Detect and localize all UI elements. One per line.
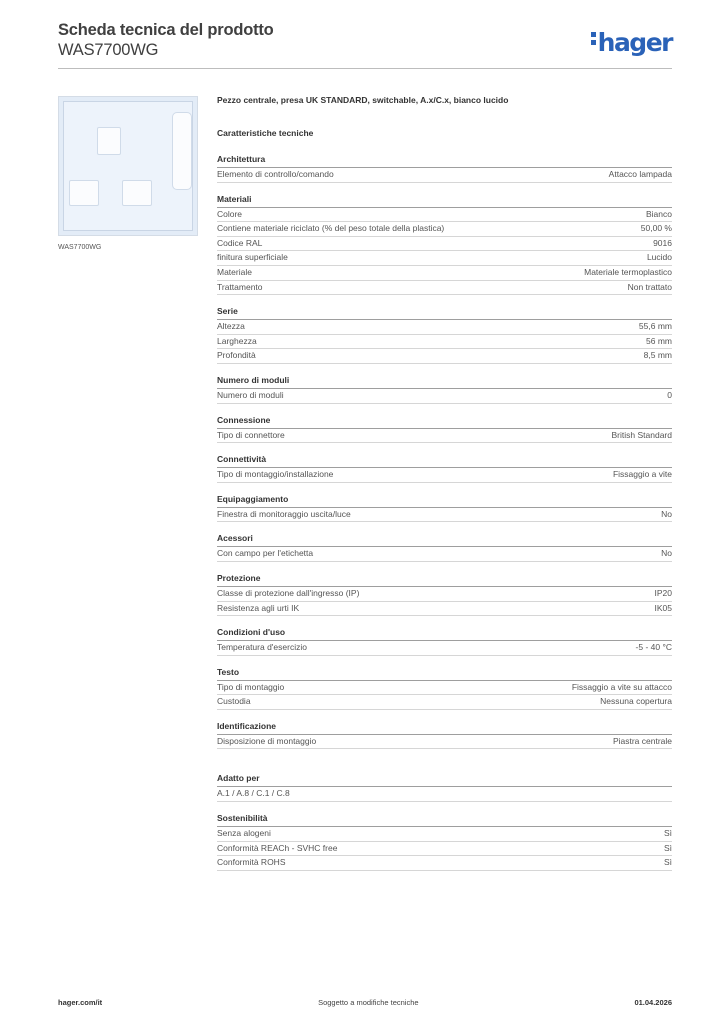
spec-label: Finestra di monitoraggio uscita/luce [217,508,351,519]
spec-label: Colore [217,208,243,219]
spec-value: Nessuna copertura [600,696,672,707]
spec-value: Bianco [646,208,672,219]
product-code: WAS7700WG [58,41,159,59]
spec-value: 55,6 mm [638,321,672,332]
footer-date: 01.04.2026 [634,998,672,1007]
live-pin-slot [69,180,99,206]
spec-row [217,335,672,350]
spec-groups [217,154,672,749]
spec-label: Tipo di montaggio [217,681,285,692]
spec-row [217,468,672,483]
spec-label: Numero di moduli [217,389,284,400]
spec-row [217,827,672,842]
image-caption: WAS7700WG [58,244,102,251]
suitable-title: Adatto per [217,773,672,787]
spec-value: Materiale termoplastico [584,266,672,277]
spec-value: 0 [667,389,672,400]
spec-label: Resistenza agli urti IK [217,602,300,613]
spec-row [217,641,672,656]
footer-note: Soggetto a modifiche tecniche [318,998,419,1007]
group-title: Testo [217,667,672,681]
spec-row [217,602,672,617]
group-title: Connessione [217,415,672,429]
neutral-pin-slot [122,180,152,206]
spec-label: Tipo di montaggio/installazione [217,469,334,480]
spec-value: No [661,508,672,519]
spec-value: IK05 [654,602,672,613]
spec-row [217,320,672,335]
spec-value: Fissaggio a vite [612,469,672,480]
spec-label: Conformità REACh - SVHC free [217,842,338,853]
sustainability-title: Sostenibilità [217,813,672,827]
group-title: Materiali [217,194,672,208]
spec-label: Temperatura d'esercizio [217,642,307,653]
spec-label: Elemento di controllo/comando [217,169,334,179]
group-title: Protezione [217,573,672,587]
spec-row [217,389,672,404]
spec-row [217,168,672,183]
spec-row [217,251,672,266]
product-description: Pezzo centrale, presa UK STANDARD, switchable, A.x/C.x, bianco lucido [217,95,509,105]
logo-text: hager [597,28,672,57]
tech-heading: Caratteristiche tecniche [217,128,314,138]
spec-value: Attacco lampada [608,169,672,179]
spec-value: -5 - 40 °C [635,642,672,653]
spec-value: 50,00 % [640,223,672,234]
spec-label: Classe di protezione dall'ingresso (IP) [217,587,360,598]
spec-value: 9016 [653,237,672,248]
group-title: Condizioni d'uso [217,627,672,641]
document-title: Scheda tecnica del prodotto [58,21,274,39]
page-footer [58,998,672,1007]
spec-value: Sì [663,857,672,868]
group-title: Connettività [217,454,672,468]
socket-plate [63,101,193,231]
footer-site[interactable]: hager.com/it [58,998,103,1007]
spec-row [217,429,672,444]
spec-row [217,208,672,223]
spec-label: Larghezza [217,335,257,346]
group-title: Acessori [217,533,672,547]
spec-value: Piastra centrale [612,735,672,746]
spec-row [217,587,672,602]
spec-row [217,281,672,296]
spec-value: No [661,548,672,559]
spec-label: Con campo per l'etichetta [217,548,314,559]
logo-dots-icon [591,32,596,48]
spec-value: Sì [663,828,672,839]
page-header [58,20,672,69]
spec-label: Codice RAL [217,237,263,248]
spec-label: Contiene materiale riciclato (% del peso totale della plastica) [217,223,445,234]
suitable-value: A.1 / A.8 / C.1 / C.8 [217,788,290,799]
earth-pin-slot [97,127,121,155]
spec-row [217,842,672,857]
spec-value: Lucido [646,252,672,263]
spec-row [217,681,672,696]
spec-label: Disposizione di montaggio [217,735,317,746]
spec-row [217,547,672,562]
spec-row [217,735,672,750]
spec-label: Trattamento [217,281,263,292]
spec-row [217,508,672,523]
hager-logo [591,28,672,57]
spec-value: Fissaggio a vite su attacco [571,681,672,692]
group-title: Identificazione [217,721,672,735]
spec-row [217,266,672,281]
spec-label: Senza alogeni [217,828,271,839]
spec-value: Sì [663,842,672,853]
spec-row [217,695,672,710]
spec-content [217,95,672,871]
spec-value: 8,5 mm [643,350,672,361]
spec-label: Conformità ROHS [217,857,286,868]
spec-label: Altezza [217,321,245,332]
sustainability-rows [217,827,672,871]
spec-value: 56 mm [646,335,672,346]
spec-row [217,787,672,802]
group-title: Architettura [217,154,672,168]
spec-label: Profondità [217,350,256,361]
spec-row [217,856,672,871]
spec-label: finitura superficiale [217,252,288,263]
group-title: Numero di moduli [217,375,672,389]
spec-label: Custodia [217,696,251,707]
spec-value: IP20 [654,587,672,598]
spec-value: Non trattato [627,281,672,292]
switch-rocker [172,112,192,190]
group-title: Serie [217,306,672,320]
product-image [58,96,198,236]
spec-row [217,349,672,364]
group-title: Equipaggiamento [217,494,672,508]
spec-value: British Standard [611,429,672,440]
spec-label: Tipo di connettore [217,429,285,440]
spec-label: Materiale [217,266,252,277]
spec-row [217,222,672,237]
spec-row [217,237,672,252]
